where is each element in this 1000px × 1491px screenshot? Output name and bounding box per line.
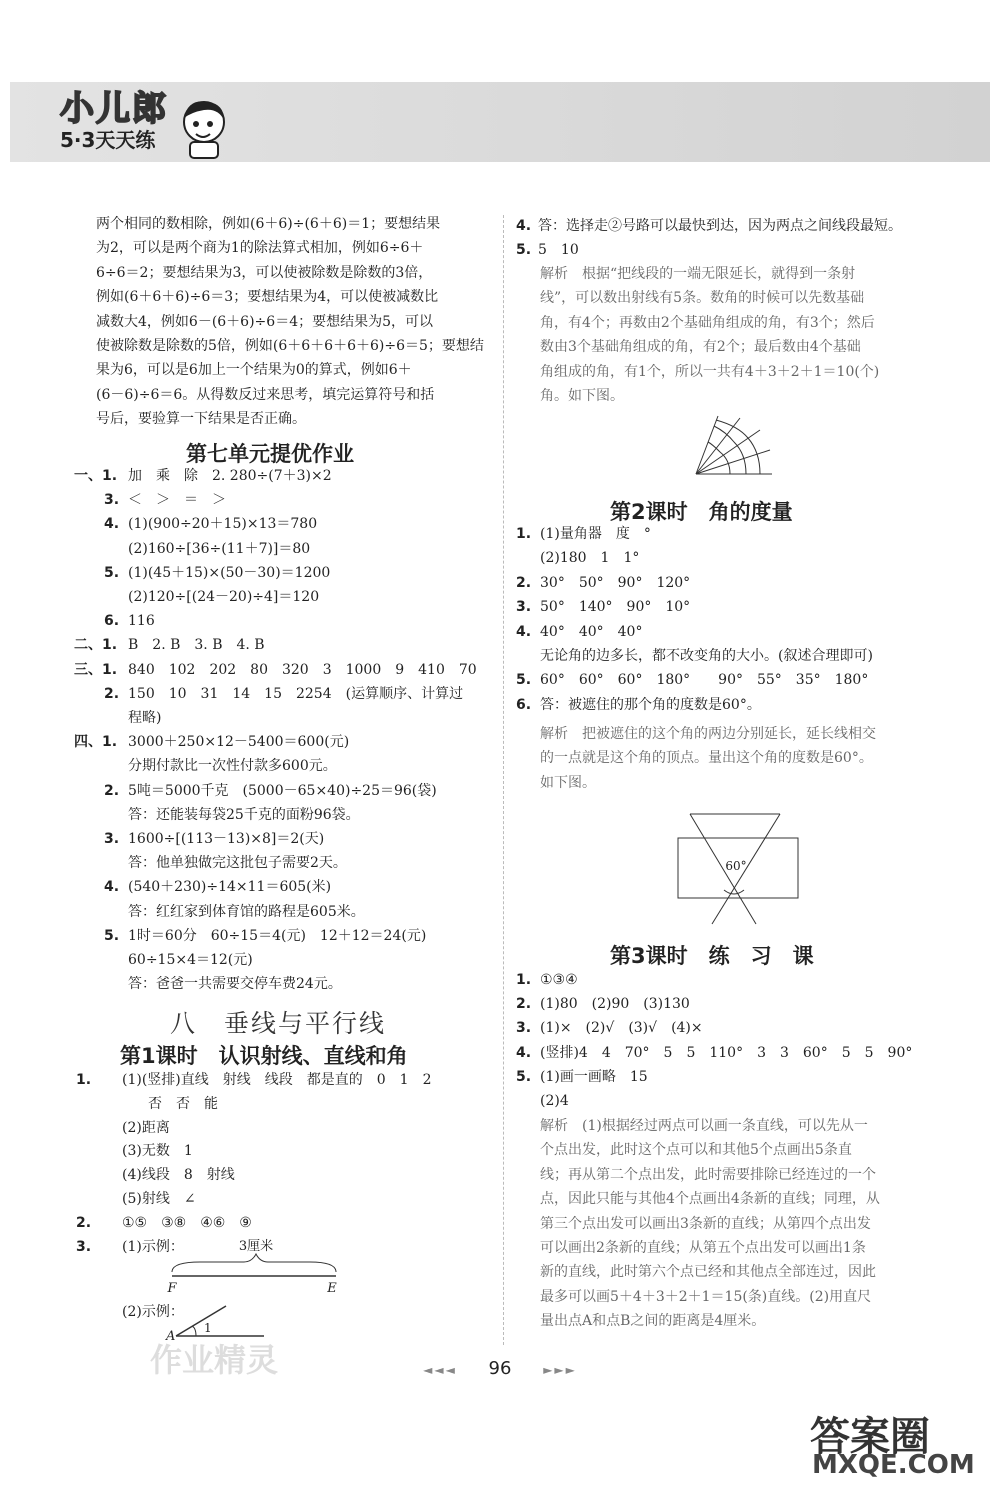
analysis-line: 可以画出2条新的直线；从第五个点出发可以画出1条 [540, 1240, 866, 1256]
paragraph-line: 减数大4，例如6－(6＋6)÷6＝4；要想结果为5，可以 [96, 313, 434, 330]
paragraph-line: (6－6)÷6＝6。从得数反过来思考，填完运算符号和括 [96, 386, 435, 403]
answer-line: (1)× (2)√ (3)√ (4)× [540, 1020, 703, 1037]
item-number: 2. [104, 685, 120, 702]
paragraph-line: 号后，要验算一下结果是否正确。 [96, 411, 306, 428]
analysis-line: 新的直线，此时第六个点已经和其他点全部连过，因此 [540, 1264, 876, 1281]
answer-line: ①⑤ ③⑧ ④⑥ ⑨ [122, 1214, 252, 1231]
page-number: 96 [488, 1358, 512, 1379]
answer-line: 无论角的边多长，都不改变角的大小。(叙述合理即可) [540, 648, 873, 664]
item-number: 3. [76, 1238, 92, 1255]
paragraph-line: 6÷6＝2；要想结果为3，可以使被除数是除数的3倍， [96, 264, 433, 281]
analysis-line: 数由3个基础角组成的角，有2个；最后数由4个基础 [540, 339, 861, 356]
lesson-title: 第1课时 认识射线、直线和角 [120, 1044, 408, 1068]
analysis-line: 第三个点出发可以画出3条新的直线；从第四个点出发 [540, 1215, 871, 1232]
analysis-line: 角组成的角，有1个，所以一共有4＋3＋2＋1＝10(个) [540, 363, 880, 380]
item-number: 1. [516, 972, 532, 988]
item-number: 4. [516, 218, 532, 234]
item-number: 1. [516, 526, 532, 542]
answer-line: (2)160÷[36÷(11＋7)]＝80 [128, 540, 311, 557]
next-arrows-icon: ►►► [543, 1363, 577, 1377]
item-number: 5. [516, 242, 532, 258]
item-number: 4. [516, 1044, 532, 1061]
answer-line: 答：他单独做完这批包子需要2天。 [128, 855, 347, 872]
analysis-line: 线”，可以数出射线有5条。数角的时候可以先数基础 [540, 290, 865, 307]
answer-line: 5吨＝5000千克 (5000－65×40)÷25＝96(袋) [128, 782, 437, 799]
rays-figure [690, 412, 776, 478]
item-number: 3. [516, 1020, 532, 1037]
lesson-title: 第2课时 角的度量 [610, 500, 793, 524]
answer-line: (2)4 [540, 1093, 569, 1109]
item-number: 6. [104, 613, 120, 630]
answer-line: 加 乘 除 2. 280÷(7＋3)×2 [128, 468, 332, 484]
analysis-line: 解析 (1)根据经过两点可以画一条直线，可以先从一 [540, 1118, 868, 1134]
item-number: 3. [516, 599, 532, 616]
answer-line: 答：红红家到体育馆的路程是605米。 [128, 903, 365, 920]
answer-line: (1)(竖排)直线 射线 线段 都是直的 0 1 2 [122, 1072, 432, 1088]
answer-line: (2)180 1 1° [540, 550, 640, 567]
segment-figure [160, 1236, 350, 1294]
answer-line: 150 10 31 14 15 2254 (运算顺序、计算过 [128, 685, 464, 702]
mascot-icon [178, 96, 230, 160]
angle-1-label: 1 [204, 1321, 212, 1335]
paragraph-line: 果为6，可以是6加上一个结果为0的算式，例如6＋ [96, 362, 412, 379]
answer-line: (2)距离 [122, 1119, 170, 1136]
item-number: 5. [516, 672, 532, 689]
analysis-line: 线；再从第二个点出发，此时需要排除已经连过的一个 [540, 1166, 876, 1183]
analysis-line: 的一点就是这个角的顶点。量出这个角的度数是60°。 [540, 750, 873, 767]
item-number: 3. [104, 492, 120, 509]
item-number: 二、1. [74, 637, 118, 654]
point-f-label: F [167, 1281, 177, 1294]
item-number: 5. [104, 564, 120, 581]
paragraph-line: 为2，可以是两个商为1的除法算式相加，例如6÷6＋ [96, 240, 424, 257]
answer-line: 1600÷[(113－13)×8]＝2(天) [128, 831, 325, 847]
item-number: 三、1. [74, 661, 118, 678]
site-watermark-url: MXQE.COM [812, 1450, 975, 1480]
logo [60, 90, 168, 152]
answer-line: 1时＝60分 60÷15＝4(元) 12＋12＝24(元) [128, 927, 427, 944]
item-number: 5. [516, 1068, 532, 1085]
site-watermark-name: 答案圈 [810, 1414, 930, 1460]
answer-line: (2)示例： [122, 1304, 184, 1320]
analysis-line: 最多可以画5＋4＋3＋2＋1＝15(条)直线。(2)用直尺 [540, 1288, 872, 1305]
logo-subtitle: 5·3天天练 [60, 128, 156, 152]
item-number: 5. [104, 927, 120, 944]
answer-line: (1)(900÷20＋15)×13＝780 [128, 516, 318, 533]
answer-line: B 2. B 3. B 4. B [128, 637, 265, 654]
column-divider [503, 215, 504, 1345]
analysis-line: 量出点A和点B之间的距离是4厘米。 [540, 1313, 766, 1330]
item-number: 6. [516, 696, 532, 713]
answer-line: 答：还能装每袋25千克的面粉96袋。 [128, 806, 360, 823]
analysis-line: 点，因此只能与其他4个点画出4条新的直线；同理，从 [540, 1191, 880, 1208]
answer-line: 否 否 能 [148, 1095, 218, 1112]
answer-line: 5 10 [538, 242, 579, 258]
answer-line: 答：爸爸一共需要交停车费24元。 [128, 976, 342, 993]
page-number-bar [0, 1358, 1000, 1379]
answer-line: 116 [128, 613, 155, 630]
segment-length-label: 3厘米 [238, 1239, 274, 1254]
analysis-line: 解析 根据“把线段的一端无限延长，就得到一条射 [540, 266, 856, 282]
answer-line: 3000＋250×12－5400＝600(元) [128, 734, 350, 751]
analysis-line: 个点出发，此时这个点可以和其他5个点画出5条直 [540, 1142, 852, 1159]
item-number: 一、1. [74, 468, 118, 484]
answer-line: (1)80 (2)90 (3)130 [540, 996, 690, 1013]
item-number: 2. [516, 574, 532, 591]
analysis-line: 解析 把被遮住的这个角的两边分别延长，延长线相交 [540, 726, 876, 742]
paragraph-line: 使被除数是除数的5倍，例如(6＋6＋6＋6＋6)÷6＝5；要想结 [96, 338, 484, 354]
answer-line: 60÷15×4＝12(元) [128, 952, 253, 968]
point-a-label: A [166, 1329, 176, 1344]
answer-line: (3)无数 1 [122, 1143, 193, 1160]
prev-arrows-icon: ◄◄◄ [423, 1363, 457, 1377]
analysis-line: 如下图。 [540, 774, 596, 791]
item-number: 2. [516, 996, 532, 1013]
section-title: 第七单元提优作业 [186, 442, 354, 466]
answer-line: (540＋230)÷14×11＝605(米) [128, 879, 332, 896]
item-number: 四、1. [74, 734, 118, 751]
answer-line: ＜ ＞ ＝ ＞ [128, 492, 226, 509]
chapter-title: 八 垂线与平行线 [170, 1009, 387, 1038]
item-number: 3. [104, 831, 120, 847]
answer-line: 答：被遮住的那个角的度数是60°。 [540, 696, 761, 713]
covered-angle-figure [676, 808, 802, 926]
watermark-text: 作业精灵 [150, 1341, 279, 1379]
answer-line: 分期付款比一次性付款多600元。 [128, 758, 337, 775]
answer-line: (1)示例： [122, 1238, 184, 1255]
item-number: 2. [76, 1214, 92, 1231]
answer-line: ①③④ [540, 972, 578, 988]
lesson-title: 第3课时 练 习 课 [610, 944, 814, 968]
logo-title: 小儿郎 [60, 89, 168, 129]
answer-line: 答：选择走②号路可以最快到达，因为两点之间线段最短。 [538, 218, 902, 234]
item-number: 1. [76, 1072, 92, 1088]
answer-line: (1)量角器 度 ° [540, 526, 651, 542]
point-e-label: E [327, 1281, 337, 1294]
answer-line: (5)射线 ∠ [122, 1191, 196, 1207]
angle-60-label: 60° [725, 859, 747, 873]
item-number: 4. [104, 879, 120, 896]
paragraph-line: 两个相同的数相除，例如(6＋6)÷(6＋6)＝1；要想结果 [96, 216, 441, 232]
item-number: 4. [516, 623, 532, 640]
answer-line: (2)120÷[(24－20)÷4]＝120 [128, 589, 320, 605]
answer-line: 60° 60° 60° 180° 90° 55° 35° 180° [540, 672, 869, 689]
answer-line: (4)线段 8 射线 [122, 1167, 235, 1184]
answer-line: (1)(45＋15)×(50－30)＝1200 [128, 564, 331, 581]
answer-line: 50° 140° 90° 10° [540, 599, 691, 616]
answer-line: 840 102 202 80 320 3 1000 9 410 70 [128, 661, 477, 678]
paragraph-line: 例如(6＋6＋6)÷6＝3；要想结果为4，可以使被减数比 [96, 289, 439, 306]
analysis-line: 角，有4个；再数由2个基础角组成的角，有3个；然后 [540, 314, 875, 331]
answer-line: (竖排)4 4 70° 5 5 110° 3 3 60° 5 5 90° [540, 1044, 913, 1061]
item-number: 2. [104, 782, 120, 799]
answer-line: 程略) [128, 710, 162, 726]
analysis-line: 角。如下图。 [540, 388, 624, 404]
answer-line: 40° 40° 40° [540, 623, 643, 640]
item-number: 4. [104, 516, 120, 533]
answer-line: (1)画一画略 15 [540, 1068, 648, 1085]
answer-line: 30° 50° 90° 120° [540, 574, 691, 591]
